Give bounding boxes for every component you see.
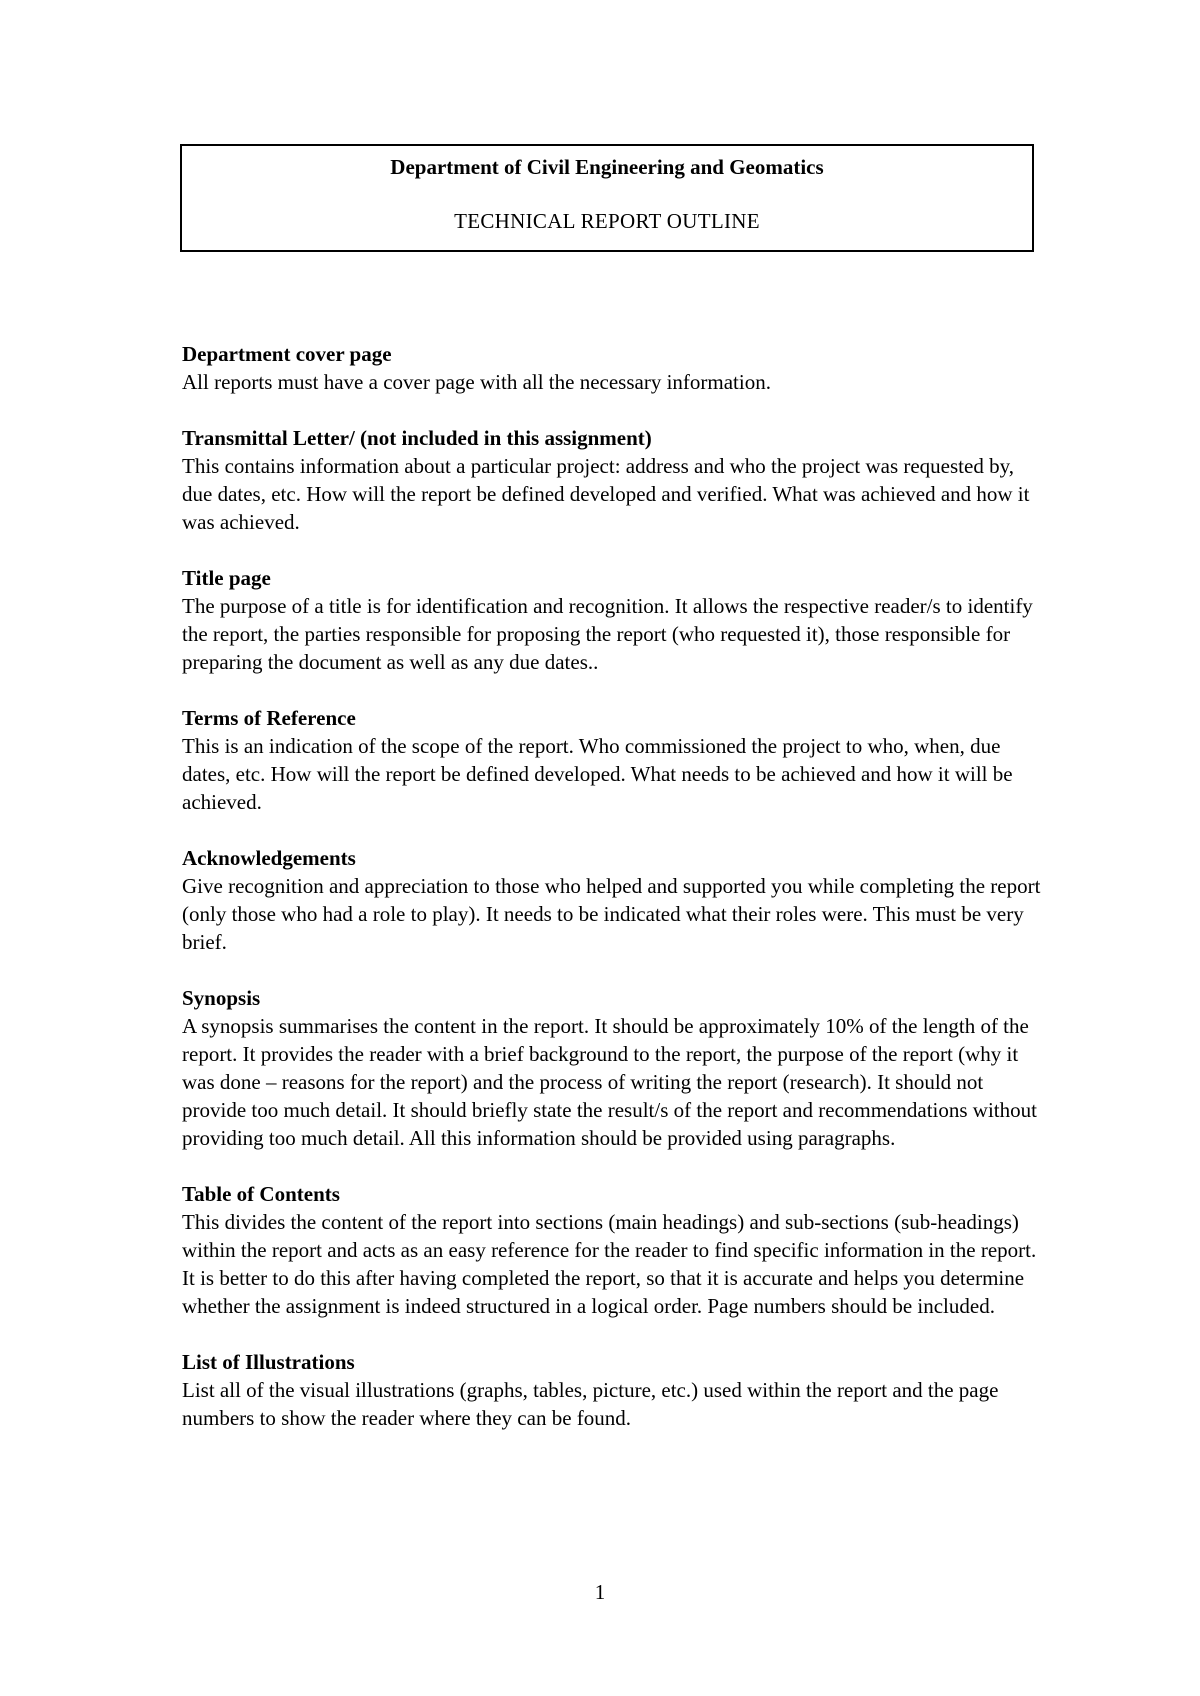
page-number: 1 bbox=[594, 1580, 606, 1604]
section-heading: Terms of Reference bbox=[182, 706, 356, 730]
section-heading: Title page bbox=[182, 566, 271, 590]
section-body: This contains information about a particular project: address and who the project was requested by, due dates, etc. How will the report be defined developed and verified. What was achieved and how it was achieved. bbox=[182, 454, 1030, 534]
section-acknowledgements bbox=[182, 844, 1042, 956]
section-heading: Synopsis bbox=[182, 986, 261, 1010]
section-body: Give recognition and appreciation to those who helped and supported you while completing the report (only those who had a role to play). It needs to be indicated what their roles were. This must be very brief. bbox=[182, 874, 1041, 954]
section-body: List all of the visual illustrations (graphs, tables, picture, etc.) used within the report and the page numbers to show the reader where they can be found. bbox=[182, 1378, 999, 1430]
section-heading: List of Illustrations bbox=[182, 1350, 355, 1374]
section-terms-of-reference bbox=[182, 704, 1042, 816]
section-heading: Acknowledgements bbox=[182, 846, 356, 870]
section-synopsis bbox=[182, 984, 1042, 1152]
department-name: Department of Civil Engineering and Geomatics bbox=[390, 155, 824, 179]
section-body: All reports must have a cover page with all the necessary information. bbox=[182, 370, 771, 394]
section-title-page bbox=[182, 564, 1042, 676]
section-department-cover-page bbox=[182, 340, 1042, 396]
section-table-of-contents bbox=[182, 1180, 1042, 1320]
section-heading: Table of Contents bbox=[182, 1182, 340, 1206]
document-body bbox=[182, 340, 1042, 1460]
section-transmittal-letter bbox=[182, 424, 1042, 536]
section-heading: Transmittal Letter/ (not included in this assignment) bbox=[182, 426, 652, 450]
section-list-of-illustrations bbox=[182, 1348, 1042, 1432]
section-heading: Department cover page bbox=[182, 342, 392, 366]
document-title: TECHNICAL REPORT OUTLINE bbox=[454, 209, 760, 233]
section-body: This is an indication of the scope of the report. Who commissioned the project to who, when, due dates, etc. How will the report be defined developed. What needs to be achieved and how it will be achieved. bbox=[182, 734, 1013, 814]
header-box bbox=[180, 144, 1034, 252]
section-body: The purpose of a title is for identification and recognition. It allows the respective reader/s to identify the report, the parties responsible for proposing the report (who requested it), those responsible for preparing the document as well as any due dates.. bbox=[182, 594, 1033, 674]
section-body: A synopsis summarises the content in the report. It should be approximately 10% of the length of the report. It provides the reader with a brief background to the report, the purpose of the report (why it was done – reasons for the report) and the process of writing the report (research). It should not provide too much detail. It should briefly state the result/s of the report and recommendations without providing too much detail. All this information should be provided using paragraphs. bbox=[182, 1014, 1037, 1150]
section-body: This divides the content of the report into sections (main headings) and sub-sections (sub-headings) within the report and acts as an easy reference for the reader to find specific information in the report. It is better to do this after having completed the report, so that it is accurate and helps you determine whether the assignment is indeed structured in a logical order. Page numbers should be included. bbox=[182, 1210, 1037, 1318]
